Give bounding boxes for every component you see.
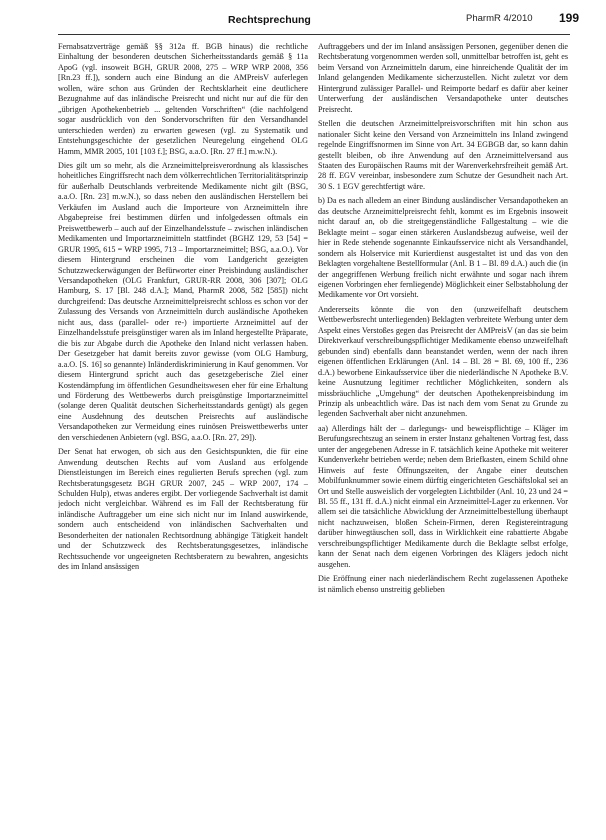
header-rule xyxy=(58,34,570,35)
paragraph: Stellen die deutschen Arzneimittelpreisvorschriften mit hin schon aus nationaler Sicht keine den Versand von Arzneimitteln ins Inland zwingend regelnde Eingriffsnormen im Sinne von Art. 34 EGBGB dar, so kann dahin gestellt bleiben, ob ihre Anwendung auf den Arzneimittelversand aus Staaten des Europäischen Raums mit der Warenverkehrsfreiheit gemäß Art. 28 ff. EGV vereinbar, insbesondere zum Schutze der Gesundheit nach Art. 30 S. 1 EGV gerechtfertigt wäre. xyxy=(318,119,568,191)
paragraph: Auftraggebers und der im Inland ansässigen Personen, gegenüber denen die Rechtsberatung vorgenommen werden soll, unmittelbar betroffen ist, geht es beim Versand von Arzneimitteln darum, eine hinreichende Qualität der im Inland gelangenden Medikamente sicherzustellen. Nicht zuletzt vor dem Hintergrund zulässiger Parallel- und Reimporte bedarf es dafür aber keiner Unterwerfung der ausländischen Versandapotheke unter deutsches Preisrecht. xyxy=(318,42,568,114)
paragraph: Der Senat hat erwogen, ob sich aus den Gesichtspunkten, die für eine Anwendung deutschen Rechts auf vom Ausland aus erfolgende Dienstleistungen im Bereich eines regulierten Berufs sprechen (vgl. zum Rechtsberatungsgesetz BGH GRUR 2007, 245 – WRP 2007, 174 – Schulden Hulp), etwas anderes ergibt. Der vorliegende Sachverhalt ist damit jedoch nicht vergleichbar. Während es im Fall der Rechtsberatung für inländische Auftraggeber um eine sich nicht nur im Inland auswirkende, sondern auch entscheidend von inländischen Sachverhalten und Besonderheiten der nationalen Rechtsordnung abhängige Tätigkeit handelt und der Schutzzweck des Rechtsberatungsgesetzes, inländische Rechtssuchende vor ungeeigneten Rechtsberatern zu bewahren, angesichts des im Inland ansässigen xyxy=(58,447,308,572)
paragraph: Andererseits könnte die von den (unzweifelhaft deutschem Wettbewerbsrecht unterliegenden) Beklagten verbreitete Werbung unter dem Aspekt eines Verstoßes gegen das Preisrecht der AMPreisV (an das sie beim Direktverkauf verschreibungspflichtiger Medikamente ebenso unzweifelhaft gebunden sind) ebenfalls dann beanstandet werden, wenn der nach ihren eigenen öffentlichen Erklärungen (Anl. 14 – Bl. 28 = Bl. 69, 100 ff., 236 d.A.) beworbene Einkaufsservice über die niederländische N Apotheke B.V. keine Ausnutzung legitimer rechtlicher Möglichkeiten, sondern als missbräuchliche „Umgehung“ der deutschen Apothekenpreisbindung im Prinzip als unbeachtlich wäre. Das ist nach dem vom Senat zu Grunde zu legenden Sachverhalt aber nicht anzunehmen. xyxy=(318,304,568,419)
page-number: 199 xyxy=(559,11,580,25)
paragraph: Die Eröffnung einer nach niederländischem Recht zugelassenen Apotheke ist nämlich ebenso unstreitig geblieben xyxy=(318,574,568,594)
paragraph: aa) Allerdings hält der – darlegungs- und beweispflichtige – Kläger im Berufungsrechtszug an seinem in erster Instanz gehaltenen Vortrag fest, dass unter der angegebenen Adresse in F. tatsächlich keine Apotheke mit weiterer Kundenverkehr betrieben werde; neben dem Briefkasten, einem Schild ohne Hinweis auf feste Öffnungszeiten, der Angabe einer deutschen Mobilfunknummer sowie einem dürftig eingerichteten Geschäftslokal sei an Ort und Stelle ausweislich der vorgelegten Lichtbilder (Anl. 10, 23 und 24 = Bl. 55 ff., 131 ff. d.A.) nicht einmal ein Arzneimittel-Lager zu erkennen. Vor allem sei die tatsächliche Abwicklung der Arzneimittelbestellung überhaupt nicht nachzuweisen, bloßen Schein-Firmen, deren Registereintragung darüber hinwegtäuschen soll, dass in Wirklichkeit eine rabattierte Abgabe verschreibungspflichtiger Medikamente durch die Beklagte selbst erfolge, kann der Senat nach dem eigenen Vorbringen des Klägers jedoch nicht ausgehen. xyxy=(318,423,568,569)
paragraph: b) Da es nach alledem an einer Bindung ausländischer Versandapotheken an das deutsche Arzneimittelpreisrecht fehlt, kommt es im Ergebnis insoweit nicht darauf an, ob die streitgegenständliche Fallgestaltung – wie die Beklagte meint – sogar einen stärkeren Auslandsbezug aufweise, weil der hier in Rede stehende sogenannte Einkaufsservice nicht als Versandhandel, sondern als Holservice mit Kurierdienst ausgestaltet ist und das von den Beklagten vorgehaltene Bestellformular (Anl. B 1 – Bl. 89 d.A.) auch die (in der angegriffenen Werbung freilich nicht erwähnte und sogar nach ihrem eigenen Vorbringen eher fernliegende) Möglichkeit einer Selbstabholung der Medikamente vor Ort vorsieht. xyxy=(318,196,568,300)
right-text-column xyxy=(318,42,568,840)
paragraph: Fernabsatzverträge gemäß §§ 312a ff. BGB hinaus) die rechtliche Einhaltung der besonderen deutschen Sicherheitsstandards gemäß § 11a ApoG (vgl. insoweit BGH, GRUR 2008, 275 – WRP WRP 2008, 356 [Rn.23 ff.]), sondern auch eine Bindung an die AMPreisV auferlegen wollen, wäre schon aus Gründen der Rechtsklarheit eine deutlichere Bezugnahme auf das inländische Preisrecht und nicht nur auf die für den „übrigen Apothekenbetrieb ... geltenden Vorschriften“ (die nachfolgend sogar ausdrücklich von den Sondervorschriften für den Versandhandel unterschieden werden) zu erwarten gewesen (vgl. zu Systematik und Entstehungsgeschichte der gesetzlichen Neuregelung eingehend OLG Hamm, MMR 2005, 101 [103 f.]; BSG, a.a.O. [Rn. 27 ff.] m.w.N.). xyxy=(58,42,308,156)
page-header xyxy=(0,0,606,46)
journal-reference: PharmR 4/2010 xyxy=(466,13,533,24)
left-text-column xyxy=(58,42,308,840)
paragraph: Dies gilt um so mehr, als die Arzneimittelpreisverordnung als klassisches hoheitliches Eingriffsrecht nach dem völkerrechtlichen Territorialitätsprinzip für außerhalb Deutschlands verbreitende Medikamente nicht gilt (BSG, a.a.O. [Rn. 23] m.w.N.), so dass neben den ausländischen Herstellern bei Verkäufen im Ausland auch die Importeure von Arzneimitteln ihre Abgabepreise frei bestimmen dürfen und infolgedessen oftmals ein Preiswettbewerb – auch auf der Einzelhandelsstufe – zwischen inländischen Medikamenten und Importarzneimitteln stattfindet (BGHZ 129, 53 [54] = GRUR 1995, 615 = WRP 1995, 713 – Importarzneimittel; BSG, a.a.O.). Vor diesem Hintergrund erscheinen die vom Landgericht gezeigten Schutzzweckerwägungen der Befürworter einer Preisbindung ausländischer Versandapotheken (OLG Frankfurt, GRUR-RR 2008, 306 [307]; OLG Hamburg, S. 17 [Bl. 248 d.A.]; Mand, PharmR 2008, 582 [585]) nicht durchgreifend: Das deutsche Arzneimittelpreisrecht schloss es schon vor der Zulassung des Versands von Arzneimitteln durch ausländische Apotheken nicht aus, dass (parallel- oder re-) importierte Arzneimittel auf der Einzelhandelsstufe preisgünstiger waren als im Inland hergestellte Präparate, die bis zur Abgabe durch die Apotheke den Inland nicht verlassen haben. Der Gesetzgeber hat damit bereits zuvor gewisse (vom OLG Hamburg, a.a.O. [S. 16] so genannte) Inländerdiskriminierung in Kauf genommen. Vor diesem Hintergrund spricht auch das gesetzgeberische Ziel einer Kostendämpfung im öffentlichen Gesundheitswesen eher für eine Erhaltung und Förderung des Wettbewerbs durch preisgünstige Importarzneimittel (solange deren Qualität deutschen Sicherheitsstandards genügt) als gegen eine Ausdehnung des deutschen Preisrechts auf ausländische Versandapotheken zur Vermeidung eines ruinösen Preiswettbewerbs unter den verschiedenen Anbietern (vgl. BSG, a.a.O. [Rn. 27, 29]). xyxy=(58,160,308,442)
section-title: Rechtsprechung xyxy=(228,14,311,26)
